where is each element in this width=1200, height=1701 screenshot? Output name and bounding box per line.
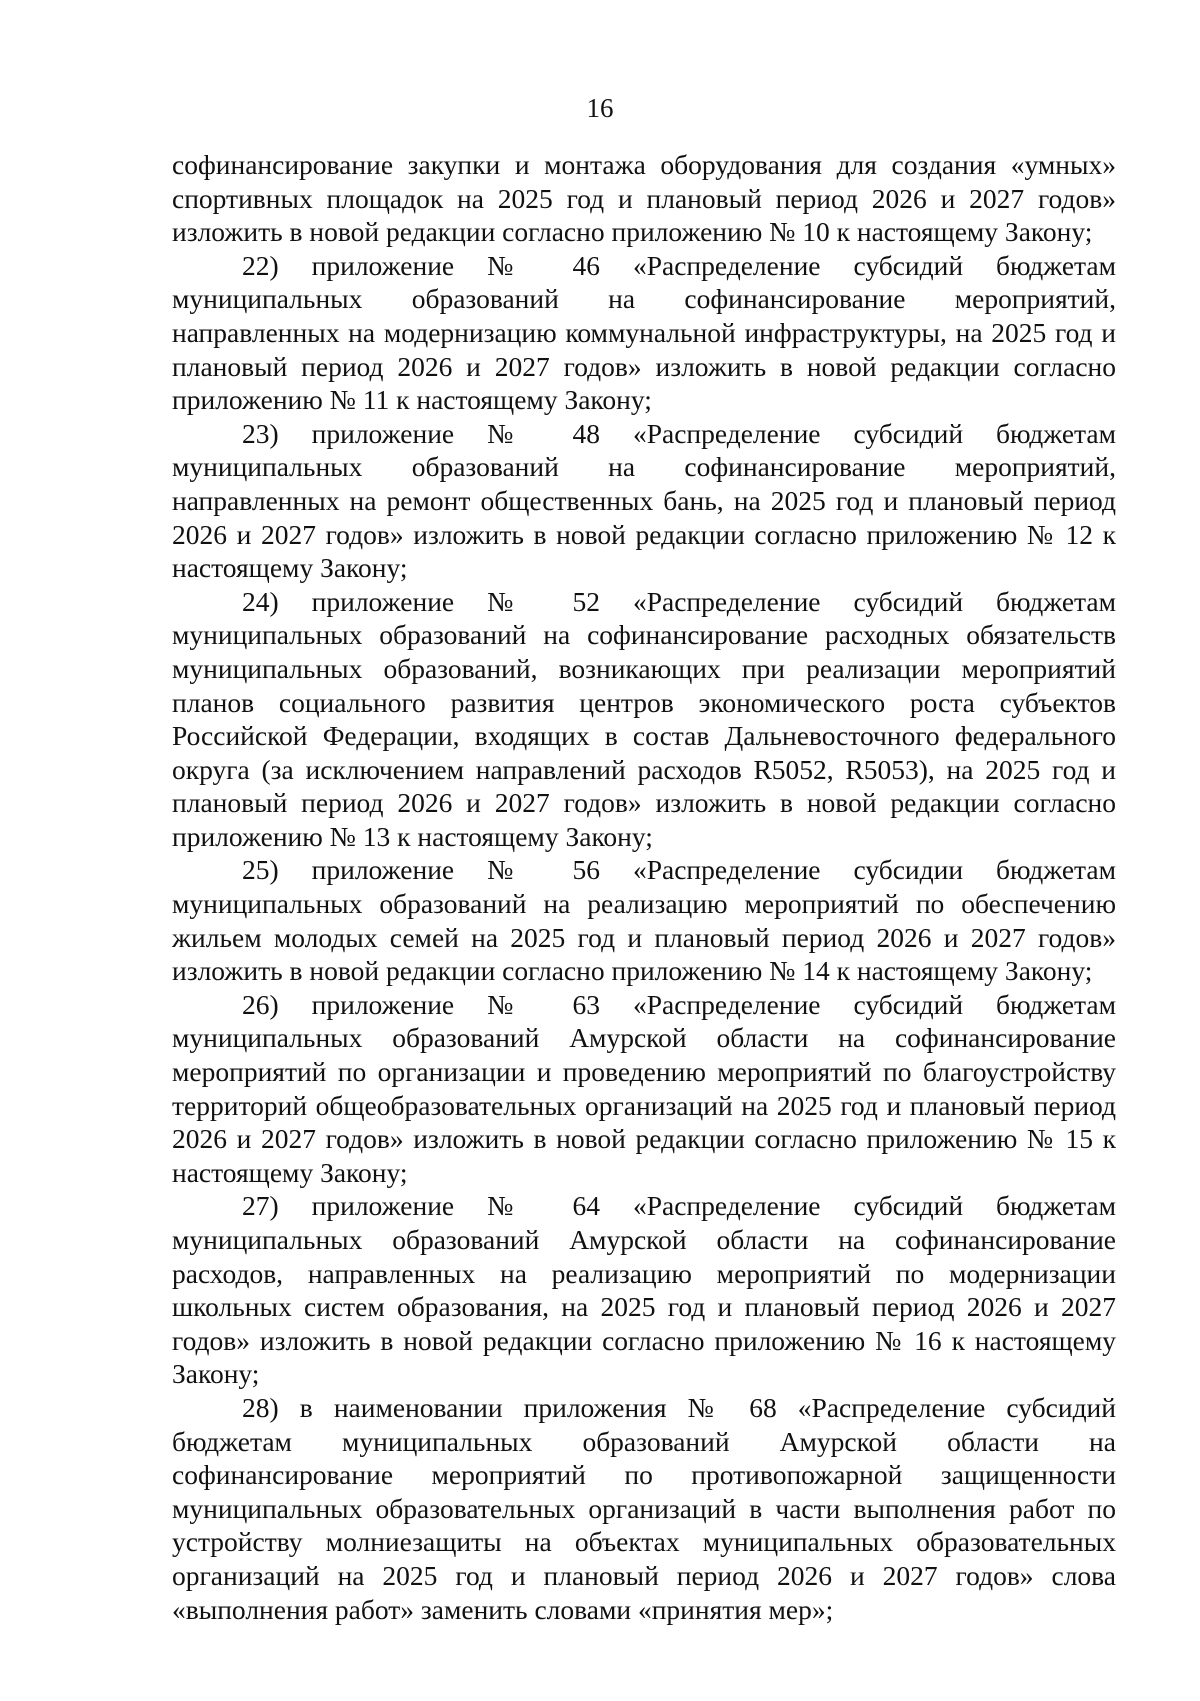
paragraph-continuation: софинансирование закупки и монтажа оборудования для создания «умных» спортивных площадок на 2025 год и плановый период 2026 и 2027 годов» изложить в новой редакции согласно приложению № 10 к настоящему Закону; — [172, 149, 1116, 248]
paragraph-item-25: 25) приложение № 56 «Распределение субсидии бюджетам муниципальных образований на реализацию мероприятий по обеспечению жильем молодых семей на 2025 год и плановый период 2026 и 2027 годов» изложить в новой редакции согласно приложению № 14 к настоящему Закону; — [172, 854, 1116, 987]
paragraph-item-26: 26) приложение № 63 «Распределение субсидий бюджетам муниципальных образований Амурской области на софинансирование мероприятий по организации и проведению мероприятий по благоустройству территорий общеобразовательных организаций на 2025 год и плановый период 2026 и 2027 годов» изложить в новой редакции согласно приложению № 15 к настоящему Закону; — [172, 988, 1116, 1188]
paragraph-item-27: 27) приложение № 64 «Распределение субсидий бюджетам муниципальных образований Амурской области на софинансирование расходов, направленных на реализацию мероприятий по модернизации школьных систем образования, на 2025 год и плановый период 2026 и 2027 годов» изложить в новой редакции согласно приложению № 16 к настоящему Закону; — [172, 1190, 1116, 1390]
document-body — [172, 148, 1116, 1626]
paragraph-item-24: 24) приложение № 52 «Распределение субсидий бюджетам муниципальных образований на софинансирование расходных обязательств муниципальных образований, возникающих при реализации мероприятий планов социального развития центров экономического роста субъектов Российской Федерации, входящих в состав Дальневосточного федерального округа (за исключением направлений расходов R5052, R5053), на 2025 год и плановый период 2026 и 2027 годов» изложить в новой редакции согласно приложению № 13 к настоящему Закону; — [172, 585, 1116, 852]
paragraph-item-22: 22) приложение № 46 «Распределение субсидий бюджетам муниципальных образований на софинансирование мероприятий, направленных на модернизацию коммунальной инфраструктуры, на 2025 год и плановый период 2026 и 2027 годов» изложить в новой редакции согласно приложению № 11 к настоящему Закону; — [172, 249, 1116, 416]
paragraph-item-28: 28) в наименовании приложения № 68 «Распределение субсидий бюджетам муниципальных образований Амурской области на софинансирование мероприятий по противопожарной защищенности муниципальных образовательных организаций в части выполнения работ по устройству молниезащиты на объектах муниципальных образовательных организаций на 2025 год и плановый период 2026 и 2027 годов» слова «выполнения работ» заменить словами «принятия мер»; — [172, 1391, 1116, 1625]
paragraph-item-23: 23) приложение № 48 «Распределение субсидий бюджетам муниципальных образований на софинансирование мероприятий, направленных на ремонт общественных бань, на 2025 год и плановый период 2026 и 2027 годов» изложить в новой редакции согласно приложению № 12 к настоящему Закону; — [172, 417, 1116, 584]
page-number: 16 — [586, 93, 614, 123]
